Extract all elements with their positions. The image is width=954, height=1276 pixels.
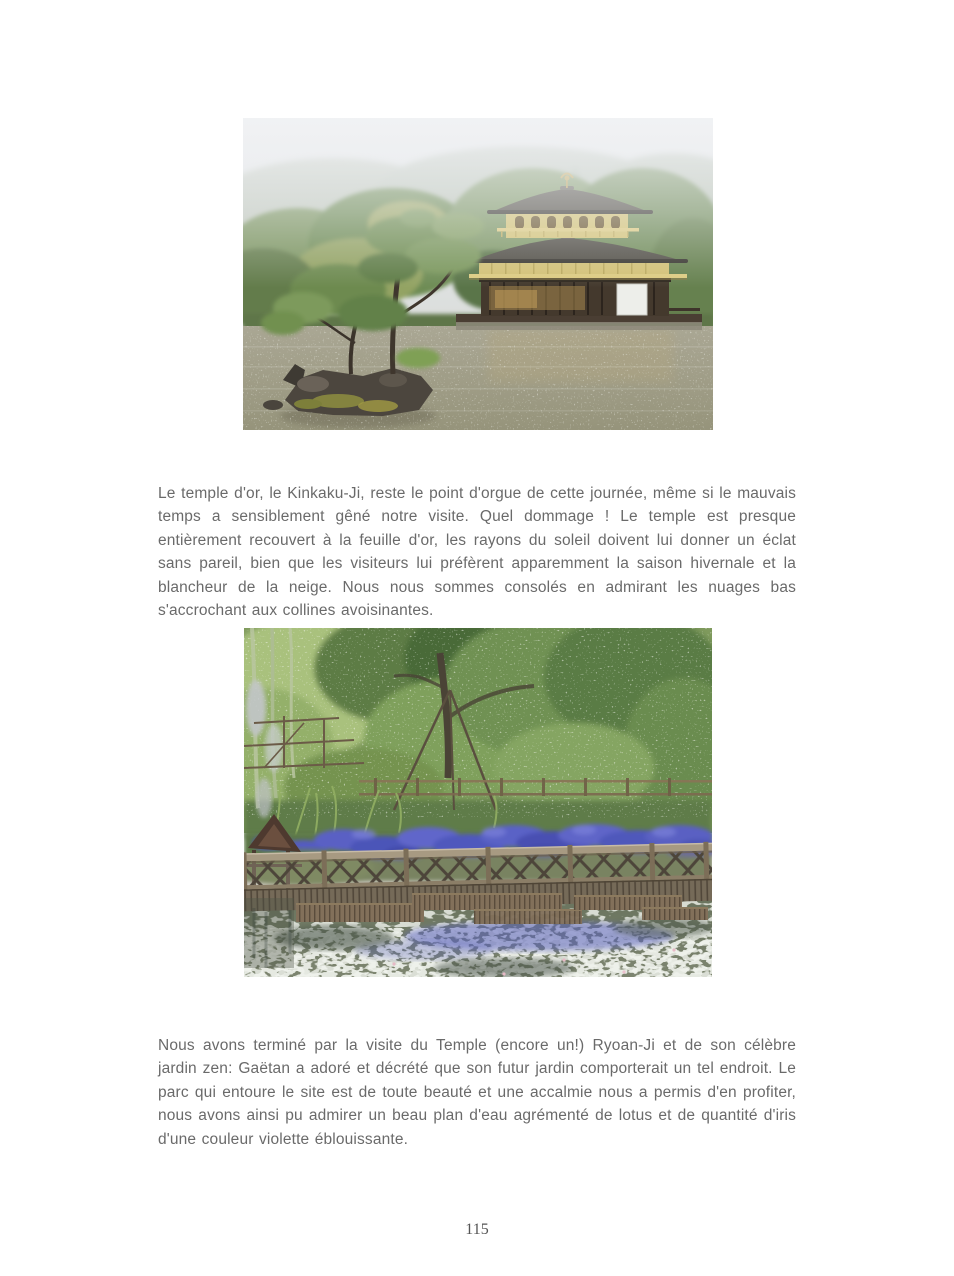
shoji-panel — [617, 284, 647, 315]
iris-pond-illustration — [244, 628, 712, 977]
petal-speckles — [244, 628, 712, 818]
fog-overlay — [243, 118, 713, 288]
iris-pond-photo — [244, 628, 712, 977]
kinkakuji-photo — [243, 118, 713, 430]
paragraph-ryoanji: Nous avons terminé par la visite du Temple (encore un!) Ryoan-Ji et de son célèbre jardin zen: Gaëtan a adoré et décrété que son futur jardin comporterait un tel endroit. Le parc qui entoure le site est de toute beauté et une accalmie nous a permis d'en profiter, nous avons ainsi pu admirer un beau plan d'eau agrémenté de lotus et de quantité d'iris d'une couleur violette éblouissante. — [158, 1036, 796, 1148]
hut-reflections — [244, 898, 294, 968]
page-number: 115 — [465, 1221, 489, 1238]
paragraph-kinkakuji: Le temple d'or, le Kinkaku-Ji, reste le point d'orgue de cette journée, même si le mauvais temps a sensiblement gêné notre visite. Quel dommage ! Le temple est presque entièrement recouvert à la feuille d'or, les rayons du soleil doivent lui donner un éclat sans pareil, bien que les visiteurs lui préfèrent apparemment la saison hivernale et la blancheur de la neige. Nous nous sommes consolés en admirant les nuages bas s'accrochant aux collines avoisinantes. — [158, 484, 796, 619]
kinkakuji-illustration — [243, 118, 713, 430]
